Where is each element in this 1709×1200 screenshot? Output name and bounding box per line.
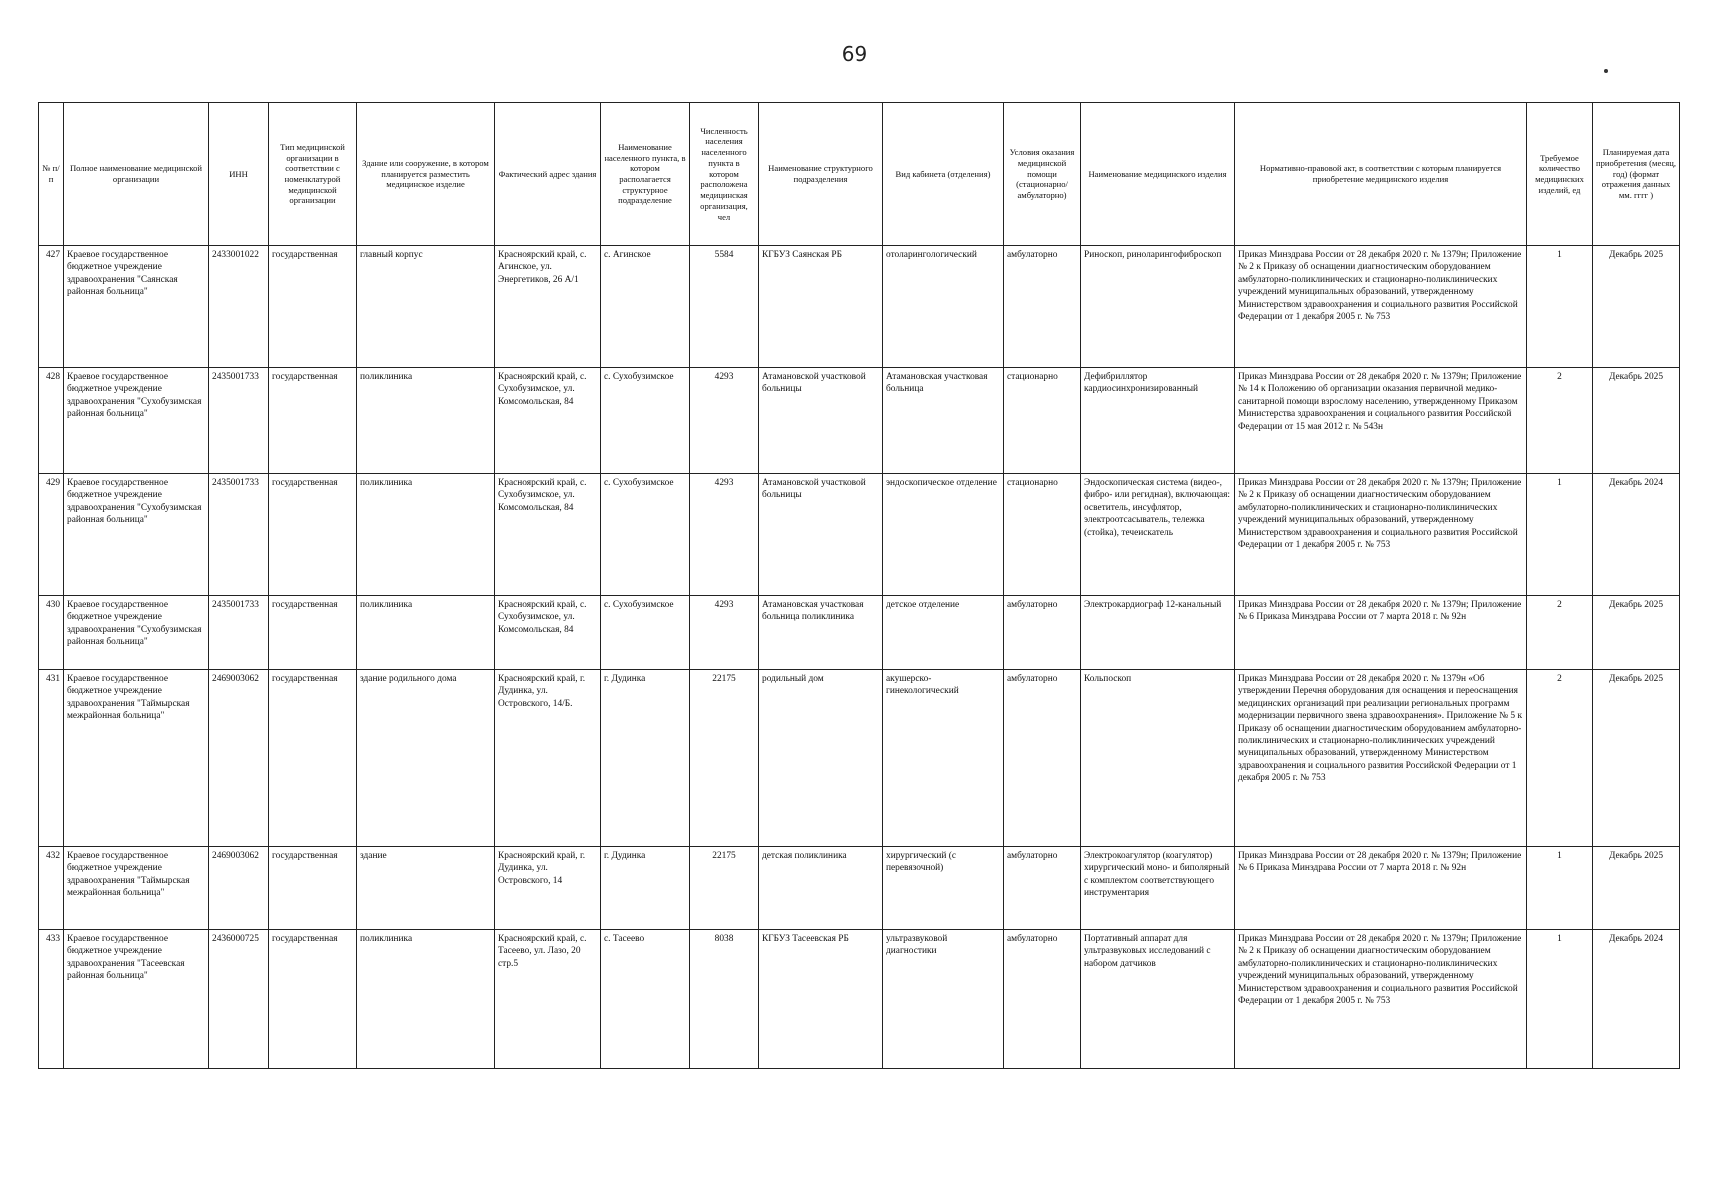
table-row [39, 368, 1680, 474]
row-number: 427 [39, 246, 64, 368]
header-cell: Наименование населенного пункта, в котором располагается структурное подразделение [601, 103, 690, 246]
device-name: Кольпоскоп [1081, 670, 1235, 847]
locality: с. Тасеево [601, 930, 690, 1069]
legal-act: Приказ Минздрава России от 28 декабря 2020 г. № 1379н; Приложение № 6 Приказа Минздрава России от 7 марта 2018 г. № 92н [1235, 596, 1527, 670]
room-type: эндоскопическое отделение [883, 474, 1004, 596]
org-type: государственная [269, 474, 357, 596]
row-number: 429 [39, 474, 64, 596]
header-cell: Наименование структурного подразделения [759, 103, 883, 246]
building: поликлиника [357, 596, 495, 670]
quantity: 2 [1527, 368, 1593, 474]
room-type: детское отделение [883, 596, 1004, 670]
structural-unit: детская поликлиника [759, 847, 883, 930]
org-name: Краевое государственное бюджетное учреждение здравоохранения "Сухобузимская районная больница" [64, 596, 209, 670]
inn: 2435001733 [209, 368, 269, 474]
org-name: Краевое государственное бюджетное учреждение здравоохранения "Таймырская межрайонная больница" [64, 847, 209, 930]
header-cell: Наименование медицинского изделия [1081, 103, 1235, 246]
locality: с. Агинское [601, 246, 690, 368]
purchase-date: Декабрь 2025 [1593, 670, 1680, 847]
org-name: Краевое государственное бюджетное учреждение здравоохранения "Саянская районная больница" [64, 246, 209, 368]
device-name: Дефибриллятор кардиосинхронизированный [1081, 368, 1235, 474]
header-cell: Планируемая дата приобретения (месяц, год) (формат отражения данных мм. гггг ) [1593, 103, 1680, 246]
org-name: Краевое государственное бюджетное учреждение здравоохранения "Таймырская межрайонная больница" [64, 670, 209, 847]
care-conditions: стационарно [1004, 368, 1081, 474]
table-row [39, 930, 1680, 1069]
device-name: Риноскоп, риноларингофиброскоп [1081, 246, 1235, 368]
org-name: Краевое государственное бюджетное учреждение здравоохранения "Сухобузимская районная больница" [64, 474, 209, 596]
inn: 2469003062 [209, 847, 269, 930]
purchase-date: Декабрь 2024 [1593, 930, 1680, 1069]
purchase-date: Декабрь 2025 [1593, 246, 1680, 368]
locality: с. Сухобузимское [601, 596, 690, 670]
header-cell: Полное наименование медицинской организации [64, 103, 209, 246]
org-name: Краевое государственное бюджетное учреждение здравоохранения "Сухобузимская районная больница" [64, 368, 209, 474]
locality: с. Сухобузимское [601, 368, 690, 474]
legal-act: Приказ Минздрава России от 28 декабря 2020 г. № 1379н; Приложение № 14 к Положению об организации оказания первичной медико-санитарной помощи взрослому населению, утвержденному Приказом Министерства здравоохранения и социального развития Российской Федерации от 15 мая 2012 г. № 543н [1235, 368, 1527, 474]
population: 22175 [690, 847, 759, 930]
inn: 2435001733 [209, 596, 269, 670]
device-name: Портативный аппарат для ультразвуковых исследований с набором датчиков [1081, 930, 1235, 1069]
building: главный корпус [357, 246, 495, 368]
building: здание родильного дома [357, 670, 495, 847]
population: 4293 [690, 368, 759, 474]
row-number: 431 [39, 670, 64, 847]
population: 8038 [690, 930, 759, 1069]
header-cell: Численность населения населенного пункта в котором расположена медицинская организация, чел [690, 103, 759, 246]
care-conditions: амбулаторно [1004, 670, 1081, 847]
population: 5584 [690, 246, 759, 368]
table-header-row [39, 103, 1680, 246]
legal-act: Приказ Минздрава России от 28 декабря 2020 г. № 1379н; Приложение № 2 к Приказу об оснащении диагностическим оборудованием амбулаторно-поликлинических и стационарно-поликлинических учреждений муниципальных образований, утвержденному Министерством здравоохранения и социального развития Российской Федерации от 1 декабря 2005 г. № 753 [1235, 930, 1527, 1069]
address: Красноярский край, с. Тасеево, ул. Лазо, 20 стр.5 [495, 930, 601, 1069]
structural-unit: родильный дом [759, 670, 883, 847]
inn: 2435001733 [209, 474, 269, 596]
org-type: государственная [269, 368, 357, 474]
table-row [39, 596, 1680, 670]
quantity: 2 [1527, 670, 1593, 847]
population: 4293 [690, 596, 759, 670]
care-conditions: стационарно [1004, 474, 1081, 596]
locality: с. Сухобузимское [601, 474, 690, 596]
building: здание [357, 847, 495, 930]
address: Красноярский край, г. Дудинка, ул. Островского, 14 [495, 847, 601, 930]
row-number: 433 [39, 930, 64, 1069]
equipment-register-table [38, 102, 1680, 1069]
structural-unit: КГБУЗ Тасеевская РБ [759, 930, 883, 1069]
legal-act: Приказ Минздрава России от 28 декабря 2020 г. № 1379н; Приложение № 2 к Приказу об оснащении диагностическим оборудованием амбулаторно-поликлинических и стационарно-поликлинических учреждений муниципальных образований, утвержденному Министерством здравоохранения и социального развития Российской Федерации от 1 декабря 2005 г. № 753 [1235, 246, 1527, 368]
quantity: 1 [1527, 930, 1593, 1069]
care-conditions: амбулаторно [1004, 930, 1081, 1069]
room-type: Атамановская участковая больница [883, 368, 1004, 474]
care-conditions: амбулаторно [1004, 246, 1081, 368]
quantity: 1 [1527, 474, 1593, 596]
header-cell: Здание или сооружение, в котором планируется разместить медицинское изделие [357, 103, 495, 246]
header-cell: Фактический адрес здания [495, 103, 601, 246]
address: Красноярский край, с. Сухобузимское, ул. Комсомольская, 84 [495, 596, 601, 670]
room-type: акушерско-гинекологический [883, 670, 1004, 847]
inn: 2469003062 [209, 670, 269, 847]
locality: г. Дудинка [601, 670, 690, 847]
header-cell: Тип медицинской организации в соответствии с номенклатурой медицинской организации [269, 103, 357, 246]
address: Красноярский край, г. Дудинка, ул. Островского, 14/Б. [495, 670, 601, 847]
quantity: 1 [1527, 246, 1593, 368]
structural-unit: КГБУЗ Саянская РБ [759, 246, 883, 368]
device-name: Электрокоагулятор (коагулятор) хирургический моно- и биполярный с комплектом соответствующего инструментария [1081, 847, 1235, 930]
org-type: государственная [269, 246, 357, 368]
locality: г. Дудинка [601, 847, 690, 930]
inn: 2433001022 [209, 246, 269, 368]
population: 4293 [690, 474, 759, 596]
inn: 2436000725 [209, 930, 269, 1069]
legal-act: Приказ Минздрава России от 28 декабря 2020 г. № 1379н; Приложение № 2 к Приказу об оснащении диагностическим оборудованием амбулаторно-поликлинических и стационарно-поликлинических учреждений муниципальных образований, утвержденному Министерством здравоохранения и социального развития Российской Федерации от 1 декабря 2005 г. № 753 [1235, 474, 1527, 596]
building: поликлиника [357, 930, 495, 1069]
care-conditions: амбулаторно [1004, 596, 1081, 670]
header-cell: Условия оказания медицинской помощи (стационарно/ амбулаторно) [1004, 103, 1081, 246]
purchase-date: Декабрь 2025 [1593, 596, 1680, 670]
header-cell: № п/п [39, 103, 64, 246]
table-row [39, 246, 1680, 368]
header-cell: ИНН [209, 103, 269, 246]
device-name: Эндоскопическая система (видео-, фибро- или регидная), включающая: осветитель, инсуфлятор, электроотсасыватель, тележка (стойка), течеискатель [1081, 474, 1235, 596]
building: поликлиника [357, 368, 495, 474]
purchase-date: Декабрь 2025 [1593, 847, 1680, 930]
address: Красноярский край, с. Сухобузимское, ул. Комсомольская, 84 [495, 368, 601, 474]
org-type: государственная [269, 596, 357, 670]
page-number: 69 [841, 42, 868, 66]
table-row [39, 670, 1680, 847]
legal-act: Приказ Минздрава России от 28 декабря 2020 г. № 1379н; Приложение № 6 Приказа Минздрава России от 7 марта 2018 г. № 92н [1235, 847, 1527, 930]
population: 22175 [690, 670, 759, 847]
legal-act: Приказ Минздрава России от 28 декабря 2020 г. № 1379н «Об утверждении Перечня оборудования для оснащения и переоснащения медицинских организаций при реализации региональных программ модернизации первичного звена здравоохранения». Приложение № 5 к Приказу об оснащении диагностическим оборудованием амбулаторно-поликлинических и стационарно-поликлинических учреждений муниципальных образований, утвержденному Министерством здравоохранения и социального развития Российской Федерации от 1 декабря 2005 г. № 753 [1235, 670, 1527, 847]
scan-speck [1604, 69, 1608, 73]
device-name: Электрокардиограф 12-канальный [1081, 596, 1235, 670]
care-conditions: амбулаторно [1004, 847, 1081, 930]
purchase-date: Декабрь 2025 [1593, 368, 1680, 474]
row-number: 428 [39, 368, 64, 474]
building: поликлиника [357, 474, 495, 596]
table-row [39, 847, 1680, 930]
org-name: Краевое государственное бюджетное учреждение здравоохранения "Тасеевская районная больница" [64, 930, 209, 1069]
header-cell: Требуемое количество медицинских изделий, ед [1527, 103, 1593, 246]
address: Красноярский край, с. Агинское, ул. Энергетиков, 26 А/1 [495, 246, 601, 368]
quantity: 2 [1527, 596, 1593, 670]
org-type: государственная [269, 847, 357, 930]
structural-unit: Атамановской участковой больницы [759, 474, 883, 596]
row-number: 432 [39, 847, 64, 930]
org-type: государственная [269, 930, 357, 1069]
purchase-date: Декабрь 2024 [1593, 474, 1680, 596]
room-type: ультразвуковой диагностики [883, 930, 1004, 1069]
room-type: отоларингологический [883, 246, 1004, 368]
row-number: 430 [39, 596, 64, 670]
quantity: 1 [1527, 847, 1593, 930]
org-type: государственная [269, 670, 357, 847]
header-cell: Нормативно-правовой акт, в соответствии с которым планируется приобретение медицинского изделия [1235, 103, 1527, 246]
address: Красноярский край, с. Сухобузимское, ул. Комсомольская, 84 [495, 474, 601, 596]
structural-unit: Атамановская участковая больница поликлиника [759, 596, 883, 670]
header-cell: Вид кабинета (отделения) [883, 103, 1004, 246]
room-type: хирургический (с перевязочной) [883, 847, 1004, 930]
structural-unit: Атамановской участковой больницы [759, 368, 883, 474]
table-row [39, 474, 1680, 596]
